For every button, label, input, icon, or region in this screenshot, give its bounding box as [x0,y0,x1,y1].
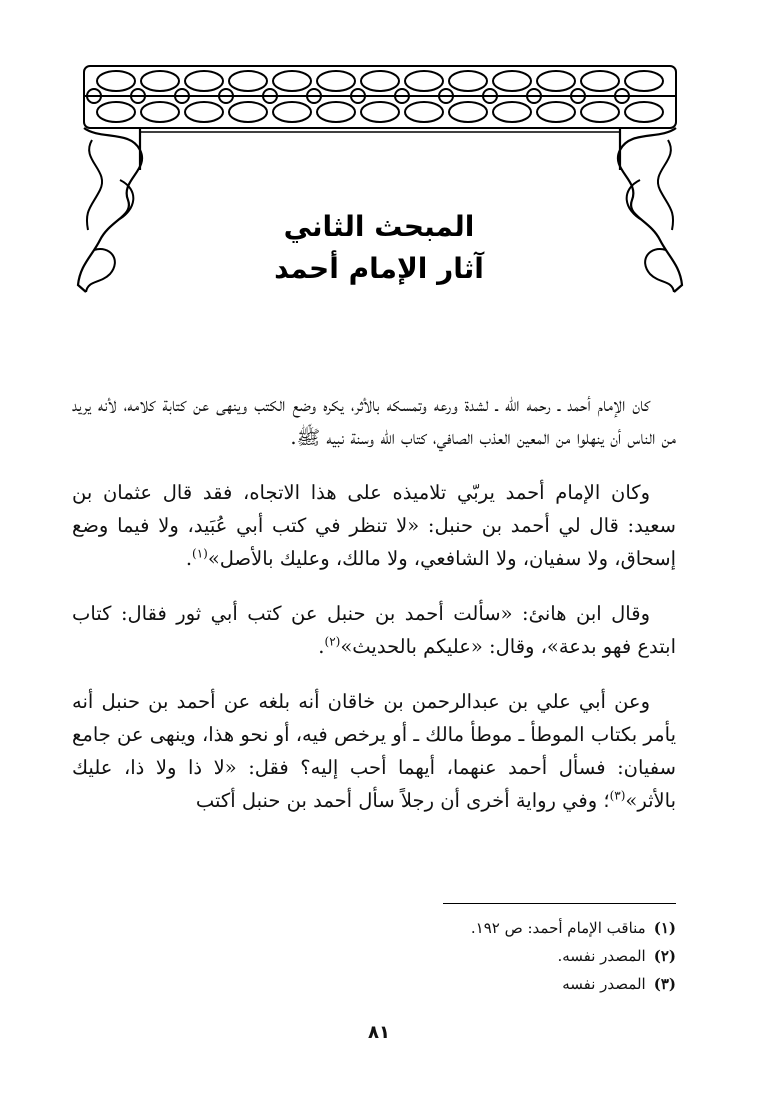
body-text [72,388,676,839]
section-subtitle: آثار الإمام أحمد [274,252,484,285]
footnote-ref[interactable]: (٣) [609,788,626,803]
footnote-ref[interactable]: (١) [192,546,208,561]
footnotes [72,914,676,998]
footnote-item: (١)مناقب الإمام أحمد: ص ١٩٢. [470,919,676,937]
paragraph: وقال ابن هانئ: «سألت أحمد بن حنبل عن كتب أبي ثور فقال: كتاب ابتدع فهو بدعة»، وقال: «عليكم بالحديث»$^{(٢)}$. [72,602,676,658]
footnote-item: (٣)المصدر نفسه [562,975,676,993]
page-number: ٨١ [368,1022,390,1043]
paragraph: وعن أبي علي بن عبدالرحمن بن خاقان أنه بلغه عن أحمد بن حنبل أنه يأمر بكتاب الموطأ ـ موطأ مالك ـ أو يرخص فيه، أو نحو هذا، وينهى عن جامع سفيان: فسأل أحمد عنهما، أيهما أحب إليه؟ فقل: «لا ذا ولا ذا، عليك بالأثر»$^{(٣)}$؛ وفي رواية أخرى أن رجلاً سأل أحمد بن حنبل أكتب [72,690,676,812]
paragraph: وكان الإمام أحمد يربّي تلاميذه على هذا الاتجاه، فقد قال عثمان بن سعيد: قال لي أحمد بن حنبل: «لا تنظر في كتب أبي عُبَيد، ولا فيما وضع إسحاق، ولا سفيان، ولا الشافعي، ولا مالك، وعليك بالأصل»$^{(١)}$. [72,481,676,570]
section-title: المبحث الثاني [283,210,475,243]
footnote-divider [443,903,676,904]
paragraph: كان الإمام أحمد ـ رحمه الله ـ لشدة ورعه وتمسكه بالأثر، يكره وضع الكتب وينهى عن كتابة كلامه، لأنه يريد من الناس أن ينهلوا من المعين العذب الصافي، كتاب الله وسنة نبيه ﷺ. [72,393,676,449]
footnote-ref[interactable]: (٢) [324,634,341,649]
footnote-item: (٢)المصدر نفسه. [557,947,676,965]
